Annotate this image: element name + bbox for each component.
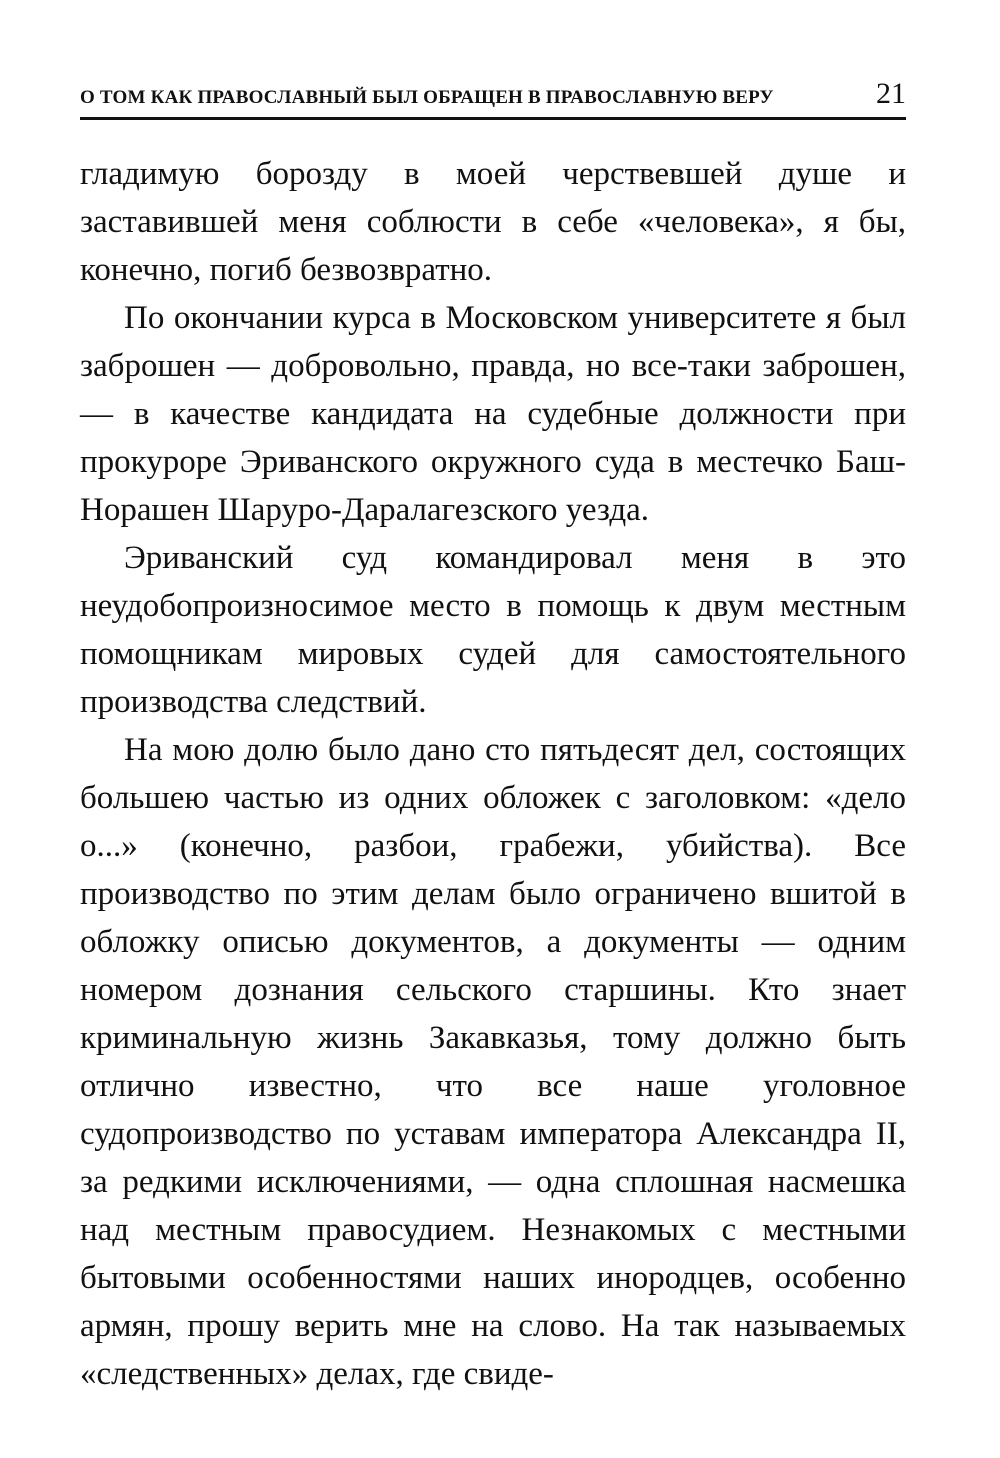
paragraph: На мою долю было дано сто пятьдесят дел, состоящих большею частью из одних обложек с заголовком: «дело о...» (конечно, разбои, грабежи, убийства). Все производство по этим делам было ограничено вшитой в обложку описью документов, а документы — одним номером дознания сельского старшины. Кто знает криминальную жизнь Закавказья, тому должно быть отлично известно, что все наше уголовное судопроизводство по уставам императора Александра II, за редкими исключениями, — одна сплошная насмешка над местным правосудием. Незнакомых с местными бытовыми особенностями наших инородцев, особенно армян, прошу верить мне на слово. На так называемых «следственных» делах, где свиде- — [80, 732, 906, 1392]
page-number: 21 — [876, 77, 906, 110]
body-text — [80, 150, 906, 1398]
paragraph: Эриванский суд командировал меня в это неудобопроизносимое место в помощь к двум местным помощникам мировых судей для самостоятельного производства следствий. — [80, 540, 906, 720]
running-head — [80, 77, 906, 120]
chapter-title: О ТОМ КАК ПРАВОСЛАВНЫЙ БЫЛ ОБРАЩЕН В ПРАВОСЛАВНУЮ ВЕРУ — [80, 87, 774, 108]
paragraph: По окончании курса в Московском университете я был заброшен — добровольно, правда, но все-таки заброшен, — в качестве кандидата на судебные должности при прокуроре Эриванского окружного суда в местечко Баш-Норашен Шаруро-Даралагезского уезда. — [80, 300, 906, 528]
paragraph-continued: гладимую борозду в моей черствевшей душе и заставившей меня соблюсти в себе «человека», я бы, конечно, погиб безвозвратно. — [80, 156, 906, 288]
